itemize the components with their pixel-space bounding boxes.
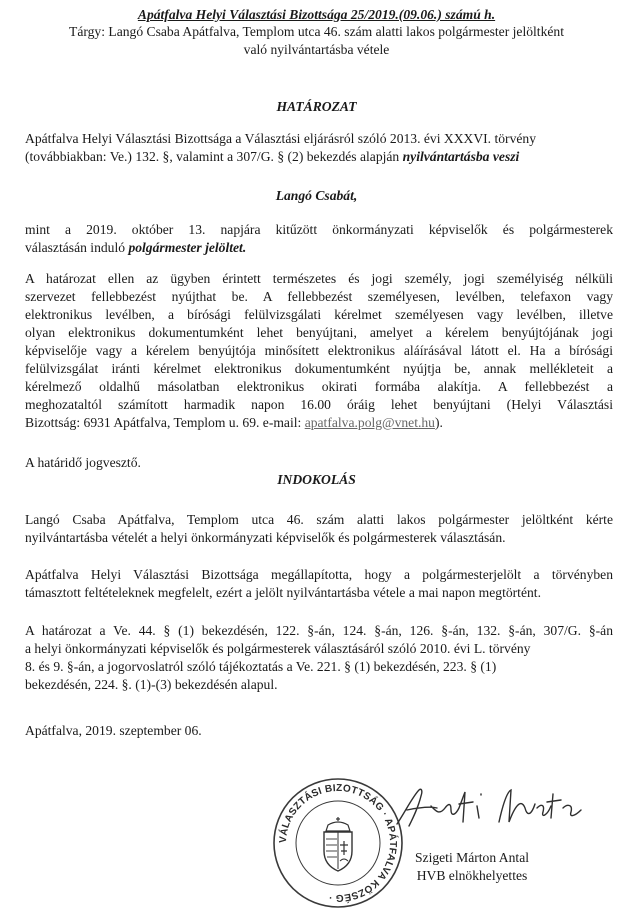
candidate-name: Langó Csabát,: [275, 188, 358, 203]
election-line-2: [25, 239, 613, 257]
appeal-line: elektronikus levélben, a bírósági felülvizsgálati kérelmet személyesen vagy levélben, illetve: [25, 307, 613, 322]
appeal-paragraph: [25, 270, 613, 432]
reasoning-line: nyilvántartásba vételét a helyi önkormányzati képviselők és polgármesterek választásán.: [25, 530, 506, 545]
document-title: Apátfalva Helyi Választási Bizottsága 25/2019.(09.06.) számú h.: [137, 7, 496, 22]
decision-intro-line-2: [25, 148, 613, 166]
reasoning-paragraph-3: [25, 622, 613, 694]
decision-intro-line-1: Apátfalva Helyi Választási Bizottsága a Választási eljárásról szóló 2013. évi XXXVI. törvény: [25, 131, 536, 146]
signer-role: HVB elnökhelyettes: [416, 868, 528, 883]
appeal-last-line: [25, 414, 613, 432]
election-text: választásán induló: [25, 240, 129, 255]
reasoning-paragraph-1: [25, 511, 613, 547]
election-emphasis: polgármester jelöltet.: [128, 240, 247, 255]
decision-intro-text: (továbbiakban: Ve.) 132. §, valamint a 307/G. § (2) bekezdés alapján: [25, 149, 403, 164]
subject-line-2: való nyilvántartásba vétele: [243, 42, 390, 57]
decision-heading: HATÁROZAT: [276, 99, 357, 114]
appeal-line: meghozataltól számított harmadik napon 16.00 óráig lehet benyújtani (Helyi Választási: [25, 397, 613, 412]
appeal-address: Bizottság: 6931 Apátfalva, Templom u. 69. e-mail:: [25, 415, 305, 430]
subject-line-1: Tárgy: Langó Csaba Apátfalva, Templom utca 46. szám alatti lakos polgármester jelöltként: [69, 24, 564, 39]
election-paragraph: [25, 221, 613, 257]
decision-intro: [25, 130, 613, 166]
election-line-1: mint a 2019. október 13. napjára kitűzött önkormányzati képviselők és polgármesterek: [25, 222, 613, 237]
signer-name: Szigeti Márton Antal: [414, 850, 530, 865]
reasoning-line: Apátfalva Helyi Választási Bizottsága megállapította, hogy a polgármesterjelölt a törvényben: [25, 567, 613, 582]
appeal-line: felülvizsgálat iránti kérelmet elektronikus dokumentumként nyújtja be, annak mellékleteit a: [25, 361, 613, 376]
coat-of-arms-icon: [324, 817, 352, 871]
appeal-line: A határozat ellen az ügyben érintett természetes és jogi személy, jogi személyiség nélküli: [25, 271, 613, 286]
decision-intro-emphasis: nyilvántartásba veszi: [402, 149, 520, 164]
stamp-text: VÁLASZTÁSI BIZOTTSÁG · APÁTFALVA KÖZSÉG ·: [277, 782, 399, 904]
place-date: Apátfalva, 2019. szeptember 06.: [25, 723, 202, 738]
reasoning-paragraph-2: [25, 566, 613, 602]
reasoning-line: Langó Csaba Apátfalva, Templom utca 46. szám alatti lakos polgármester jelöltként kérte: [25, 512, 613, 527]
appeal-line: kérelmező oldalhű másolatban elektronikus okirati formába alakítja. A fellebbezést a: [25, 379, 613, 394]
appeal-line: képviselője vagy a kérelem benyújtója minősített elektronikus aláírásával látott el. Ha a bírósági: [25, 343, 613, 358]
reasoning-line: 8. és 9. §-án, a jogorvoslatról szóló tájékoztatás a Ve. 221. § (1) bekezdésén, 223. § (1): [25, 659, 497, 674]
appeal-line: olyan elektronikus dokumentumként lehet benyújtani, amelyet a kérelem benyújtójának jogi: [25, 325, 613, 340]
handwritten-signature: [385, 782, 590, 834]
reasoning-line: a helyi önkormányzati képviselők és polgármesterek választásáról szóló 2010. évi L. törvény: [25, 641, 531, 656]
appeal-end: ).: [434, 415, 443, 430]
reasoning-line: támasztott feltételeknek megfelelt, ezért a jelölt nyilvántartásba vétele a mai napon megtörtént.: [25, 585, 541, 600]
reasoning-line: A határozat a Ve. 44. § (1) bekezdésén, 122. §-án, 124. §-án, 126. §-án, 132. §-án, 307/G. §-án: [25, 623, 613, 638]
reasoning-heading: INDOKOLÁS: [277, 472, 356, 487]
email-link[interactable]: apatfalva.polg@vnet.hu: [304, 415, 435, 430]
reasoning-line: bekezdésén, 224. §. (1)-(3) bekezdésén alapul.: [25, 677, 278, 692]
appeal-line: szervezet fellebbezést nyújthat be. A fellebbezést személyesen, levélben, telefaxon vagy: [25, 289, 613, 304]
deadline-note: A határidő jogvesztő.: [25, 455, 141, 470]
